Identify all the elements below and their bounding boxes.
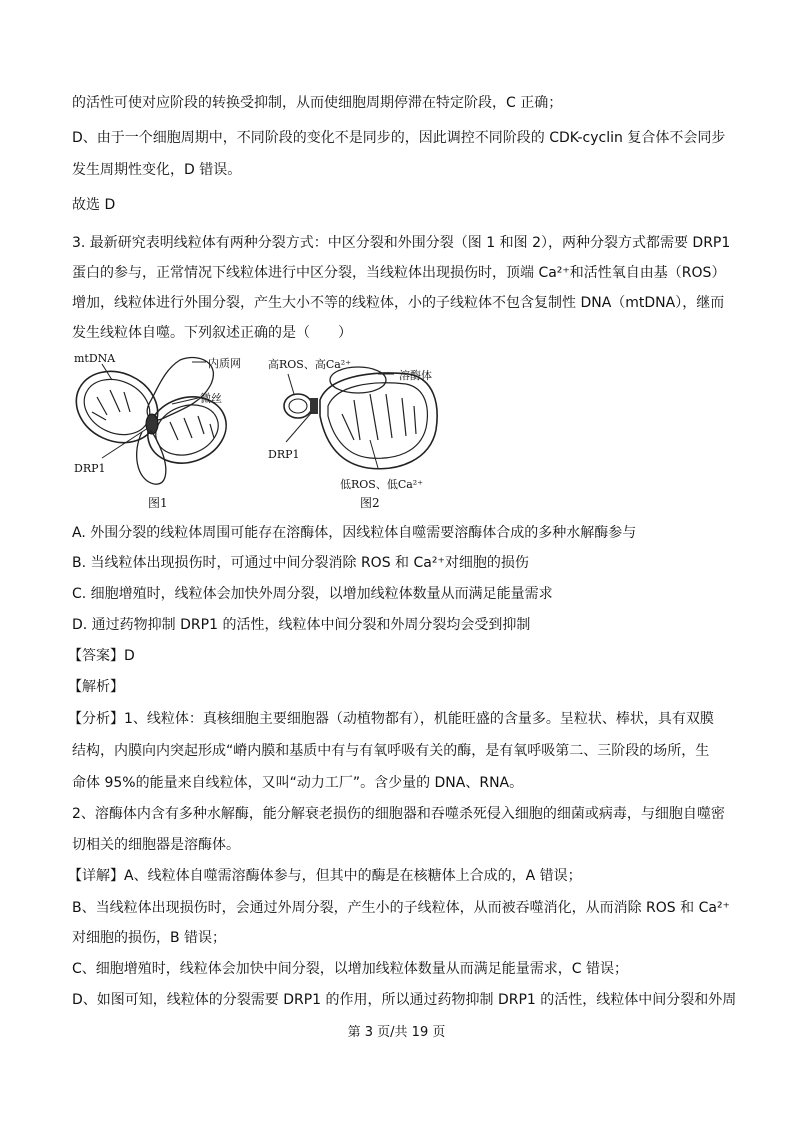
- question-stem: 蛋白的参与，正常情况下线粒体进行中区分裂，当线粒体出现损伤时，顶端 Ca²⁺和活性氧自由基（ROS）: [72, 265, 726, 281]
- analysis-line: 结构，内膜向内突起形成“嵴内膜和基质中有与有氧呼吸有关的酶，是有氧呼吸第二、三阶段的场所，生: [72, 743, 710, 759]
- detail-line: 【详解】A、线粒体自噬需溶酶体参与，但其中的酶是在核糖体上合成的，A 错误；: [68, 868, 582, 884]
- detail-line: C、细胞增殖时，线粒体会加快中间分裂，以增加线粒体数量从而满足能量需求，C 错误；: [72, 961, 628, 977]
- text-line: D、由于一个细胞周期中，不同阶段的变化不是同步的，因此调控不同阶段的 CDK-cyclin 复合体不会同步: [72, 130, 726, 146]
- label-microfilament: 微丝: [200, 392, 222, 405]
- detail-line: 对细胞的损伤，B 错误；: [72, 930, 227, 946]
- question-stem: 发生线粒体自噬。下列叙述正确的是（ ）: [72, 325, 352, 341]
- analysis-line: 命体 95%的能量来自线粒体，又叫“动力工厂”。含少量的 DNA、RNA。: [72, 775, 524, 791]
- analysis-line: 【分析】1、线粒体：真核细胞主要细胞器（动植物都有），机能旺盛的含量多。呈粒状、棒状，具有双膜: [68, 711, 714, 727]
- detail-line: D、如图可知，线粒体的分裂需要 DRP1 的作用，所以通过药物抑制 DRP1 的活性，线粒体中间分裂和外周: [72, 992, 737, 1008]
- label-low-ros-ca: 低ROS、低Ca²⁺: [340, 478, 424, 491]
- text-line: 的活性可使对应阶段的转换受抑制，从而使细胞周期停滞在特定阶段，C 正确；: [72, 95, 563, 111]
- option-c: C. 细胞增殖时，线粒体会加快外周分裂，以增加线粒体数量从而满足能量需求: [72, 586, 553, 602]
- detail-line: B、当线粒体出现损伤时，会通过外周分裂，产生小的子线粒体，从而被吞噬消化，从而消除 ROS 和 Ca²⁺: [72, 900, 730, 916]
- answer: 【答案】D: [68, 648, 135, 664]
- analysis-line: 切相关的细胞器是溶酶体。: [72, 837, 240, 853]
- analysis-heading: 【解析】: [68, 679, 124, 695]
- label-drp1-fig1: DRP1: [74, 462, 106, 475]
- option-b: B. 当线粒体出现损伤时，可通过中间分裂消除 ROS 和 Ca²⁺对细胞的损伤: [72, 555, 529, 571]
- label-er: 内质网: [208, 357, 241, 370]
- page-number: 第 3 页/共 19 页: [347, 1025, 446, 1040]
- figure-1-caption: 图1: [148, 496, 168, 510]
- label-lysosome: 溶酶体: [399, 369, 432, 382]
- label-drp1-fig2: DRP1: [268, 448, 300, 461]
- option-d: D. 通过药物抑制 DRP1 的活性，线粒体中间分裂和外周分裂均会受到抑制: [72, 617, 531, 633]
- figure-2-caption: 图2: [360, 496, 380, 510]
- label-high-ros-ca: 高ROS、高Ca²⁺: [268, 358, 352, 371]
- text-line: 发生周期性变化，D 错误。: [72, 162, 242, 178]
- analysis-line: 2、溶酶体内含有多种水解酶，能分解衰老损伤的细胞器和吞噬杀死侵入细胞的细菌或病毒，与细胞自噬密: [72, 806, 725, 822]
- text-line: 故选 D: [72, 197, 116, 213]
- question-stem: 3. 最新研究表明线粒体有两种分裂方式：中区分裂和外围分裂（图 1 和图 2），两种分裂方式都需要 DRP1: [72, 235, 731, 251]
- question-stem: 增加，线粒体进行外围分裂，产生大小不等的线粒体，小的子线粒体不包含复制性 DNA（mtDNA），继而: [72, 295, 725, 311]
- label-mtdna: mtDNA: [74, 352, 116, 365]
- option-a: A. 外围分裂的线粒体周围可能存在溶酶体，因线粒体自噬需要溶酶体合成的多种水解酶参与: [72, 525, 637, 541]
